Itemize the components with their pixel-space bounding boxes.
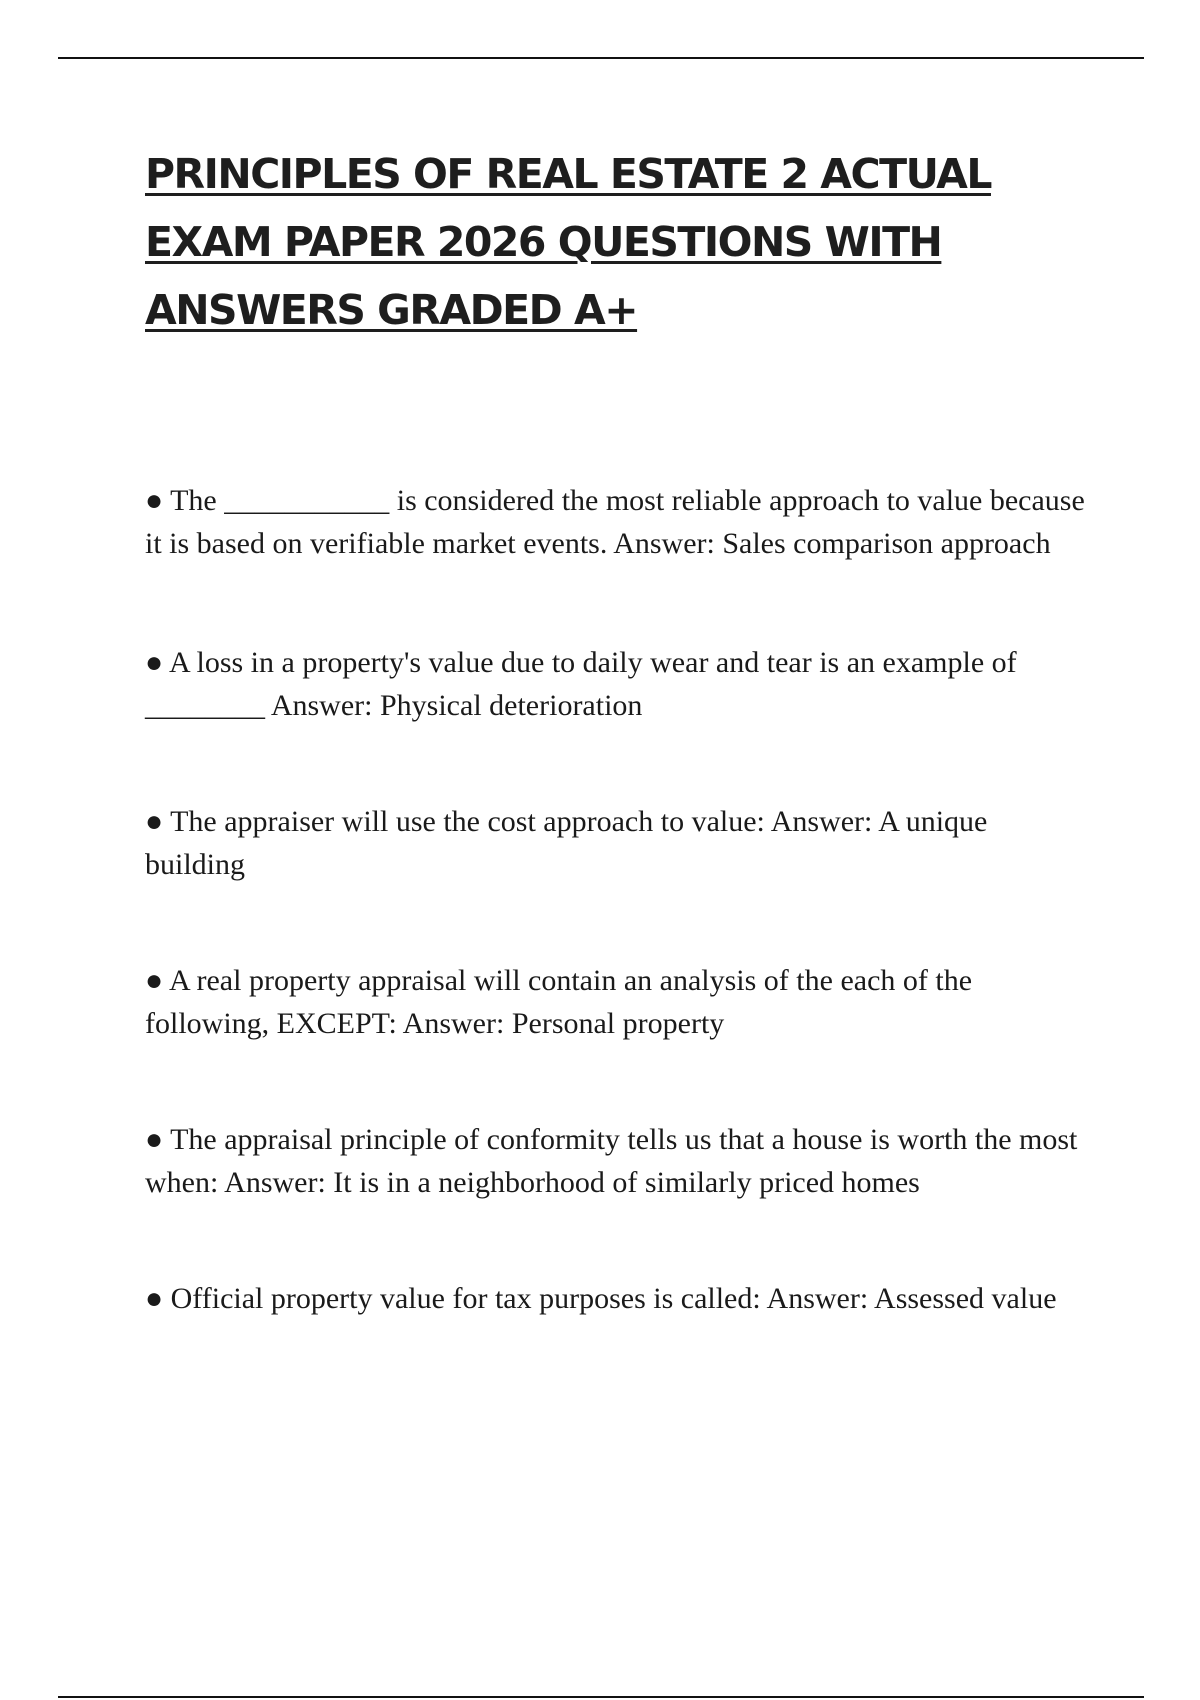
question-item	[145, 479, 1090, 565]
bullet-icon: ●	[145, 646, 164, 679]
question-text: Official property value for tax purposes is called: Answer: Assessed value	[170, 1282, 1057, 1315]
bottom-rule	[58, 1696, 1144, 1698]
bullet-icon: ●	[145, 1282, 164, 1315]
question-item	[145, 1118, 1090, 1204]
top-rule	[58, 57, 1144, 59]
document-title	[145, 140, 1105, 344]
bullet-icon: ●	[145, 805, 164, 838]
question-item	[145, 959, 1090, 1045]
document-title-text: PRINCIPLES OF REAL ESTATE 2 ACTUAL EXAM PAPER 2026 QUESTIONS WITH ANSWERS GRADED A+	[145, 150, 991, 334]
bullet-icon: ●	[145, 484, 164, 517]
question-text: The appraiser will use the cost approach to value: Answer: A unique building	[145, 805, 988, 881]
question-text: The appraisal principle of conformity tells us that a house is worth the most when: Answer: It is in a neighborhood of similarly priced homes	[145, 1123, 1078, 1199]
question-item	[145, 1277, 1090, 1320]
question-item	[145, 800, 1090, 886]
bullet-icon: ●	[145, 1123, 164, 1156]
question-item	[145, 641, 1090, 727]
question-text: A real property appraisal will contain an analysis of the each of the following, EXCEPT: Answer: Personal property	[145, 964, 973, 1040]
question-list	[145, 479, 1090, 1320]
bullet-icon: ●	[145, 964, 164, 997]
question-text: The ___________ is considered the most reliable approach to value because it is based on verifiable market events. Answer: Sales comparison approach	[145, 484, 1085, 560]
question-text: A loss in a property's value due to daily wear and tear is an example of ________ Answer: Physical deterioration	[145, 646, 1017, 722]
